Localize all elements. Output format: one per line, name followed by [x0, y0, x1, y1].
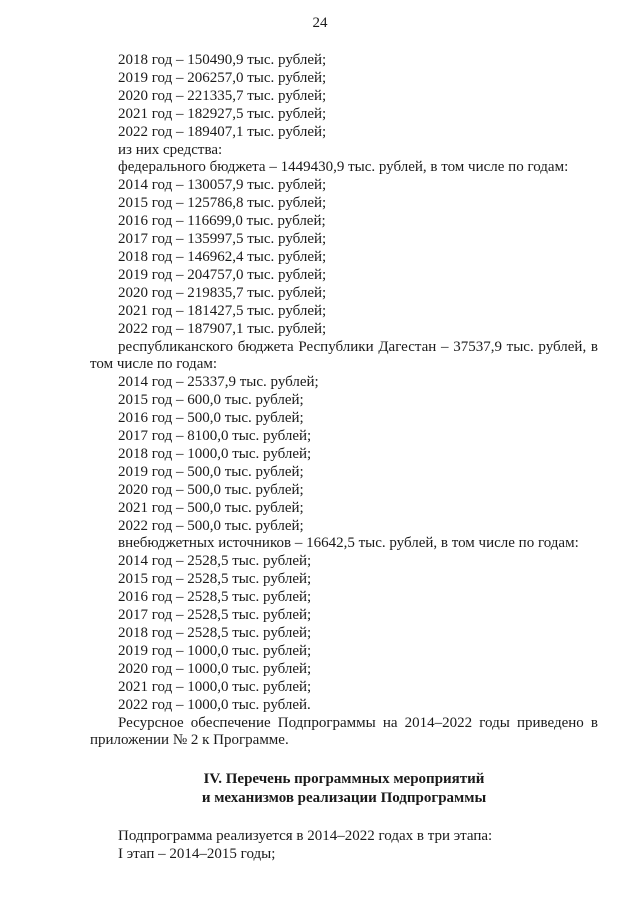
section-heading-line-2: и механизмов реализации Подпрограммы: [201, 790, 487, 807]
text-line: 2015 год – 125786,8 тыс. рублей;: [118, 195, 327, 212]
text-line: 2021 год – 182927,5 тыс. рублей;: [118, 105, 327, 122]
text-line: 2019 год – 204757,0 тыс. рублей;: [118, 266, 327, 283]
text-line: 2019 год – 1000,0 тыс. рублей;: [118, 642, 312, 659]
text-line: 2016 год – 2528,5 тыс. рублей;: [118, 589, 312, 606]
text-line: 2021 год – 181427,5 тыс. рублей;: [118, 302, 327, 319]
section-heading: [90, 770, 598, 808]
text-line: федерального бюджета – 1449430,9 тыс. рублей, в том числе по годам:: [118, 159, 569, 176]
stage-lines: [90, 828, 598, 864]
text-line: 2017 год – 2528,5 тыс. рублей;: [118, 607, 312, 624]
text-line: 2014 год – 25337,9 тыс. рублей;: [118, 374, 319, 391]
text-line: 2018 год – 1000,0 тыс. рублей;: [118, 445, 312, 462]
text-line: 2020 год – 1000,0 тыс. рублей;: [118, 660, 312, 677]
text-line: 2015 год – 2528,5 тыс. рублей;: [118, 571, 312, 588]
funding-lines-top: [90, 52, 598, 339]
text-line: 2021 год – 1000,0 тыс. рублей;: [118, 678, 312, 695]
resource-provision-paragraph: Ресурсное обеспечение Подпрограммы на 2014–2022 годы приведено в приложении № 2 к Программе.: [90, 714, 598, 749]
text-line: 2014 год – 130057,9 тыс. рублей;: [118, 177, 327, 194]
text-line: 2022 год – 1000,0 тыс. рублей.: [118, 696, 311, 713]
text-line: 2014 год – 2528,5 тыс. рублей;: [118, 553, 312, 570]
text-line: 2022 год – 189407,1 тыс. рублей;: [118, 123, 327, 140]
text-line: внебюджетных источников – 16642,5 тыс. рублей, в том числе по годам:: [118, 535, 579, 552]
text-line: 2021 год – 500,0 тыс. рублей;: [118, 499, 304, 516]
text-line: 2020 год – 219835,7 тыс. рублей;: [118, 284, 327, 301]
text-line: 2020 год – 500,0 тыс. рублей;: [118, 481, 304, 498]
page-number: 24: [312, 15, 328, 31]
text-line: из них средства:: [118, 141, 223, 158]
funding-lines-republic: [90, 374, 598, 714]
text-line: 2018 год – 146962,4 тыс. рублей;: [118, 248, 327, 265]
text-line: 2016 год – 116699,0 тыс. рублей;: [118, 213, 326, 230]
page-body: [90, 52, 598, 864]
text-line: 2019 год – 500,0 тыс. рублей;: [118, 463, 304, 480]
text-line: 2022 год – 187907,1 тыс. рублей;: [118, 320, 327, 337]
republic-budget-paragraph: республиканского бюджета Республики Дагестан – 37537,9 тыс. рублей, в том числе по годам:: [90, 338, 598, 373]
text-line: 2015 год – 600,0 тыс. рублей;: [118, 392, 304, 409]
text-line: 2017 год – 8100,0 тыс. рублей;: [118, 428, 312, 445]
section-heading-line-1: IV. Перечень программных мероприятий: [203, 771, 485, 788]
text-line: 2019 год – 206257,0 тыс. рублей;: [118, 69, 327, 86]
text-line: 2018 год – 150490,9 тыс. рублей;: [118, 52, 327, 68]
text-line: 2016 год – 500,0 тыс. рублей;: [118, 410, 304, 427]
text-line: 2020 год – 221335,7 тыс. рублей;: [118, 87, 327, 104]
text-line: 2018 год – 2528,5 тыс. рублей;: [118, 625, 312, 641]
text-line: I этап – 2014–2015 годы;: [118, 846, 276, 863]
text-line: 2022 год – 500,0 тыс. рублей;: [118, 517, 304, 534]
text-line: Подпрограмма реализуется в 2014–2022 годах в три этапа:: [118, 828, 493, 845]
text-line: 2017 год – 135997,5 тыс. рублей;: [118, 231, 327, 248]
